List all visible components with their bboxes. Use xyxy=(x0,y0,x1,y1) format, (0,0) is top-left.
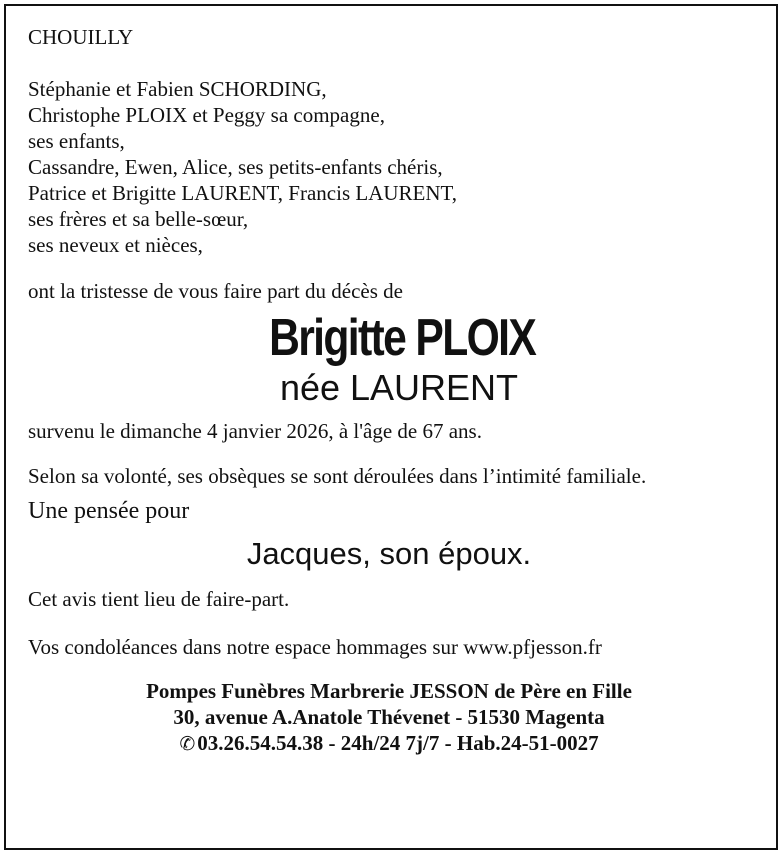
company-name: Pompes Funèbres Marbrerie JESSON de Père en Fille xyxy=(146,679,632,703)
condolences-line: Vos condoléances dans notre espace hommages sur www.pfjesson.fr xyxy=(28,635,602,659)
deceased-name: Brigitte PLOIX xyxy=(269,309,536,367)
family-line: ses neveux et nièces, xyxy=(28,233,203,257)
family-line: Patrice et Brigitte LAURENT, Francis LAURENT, xyxy=(28,181,458,205)
death-date-line: survenu le dimanche 4 janvier 2026, à l'âge de 67 ans. xyxy=(28,419,482,443)
family-line: Cassandre, Ewen, Alice, ses petits-enfants chéris, xyxy=(28,155,443,179)
phone-icon: ✆ xyxy=(179,733,196,755)
thought-line: Une pensée pour xyxy=(28,498,190,524)
company-contact xyxy=(28,730,750,757)
family-line: Stéphanie et Fabien SCHORDING, xyxy=(28,77,327,101)
spouse-name: Jacques, son époux. xyxy=(246,536,532,571)
announcement-intro: ont la tristesse de vous faire part du décès de xyxy=(28,279,403,303)
funeral-wish: Selon sa volonté, ses obsèques se sont déroulées dans l’intimité familiale. xyxy=(28,464,647,488)
family-line: ses frères et sa belle-sœur, xyxy=(28,207,249,231)
company-address: 30, avenue A.Anatole Thévenet - 51530 Magenta xyxy=(173,705,605,729)
maiden-name: née LAURENT xyxy=(279,367,519,408)
obituary-notice xyxy=(28,24,750,757)
notice-statement: Cet avis tient lieu de faire-part. xyxy=(28,587,290,611)
contact-text: 03.26.54.54.38 - 24h/24 7j/7 - Hab.24-51-0027 xyxy=(197,731,599,755)
family-line: Christophe PLOIX et Peggy sa compagne, xyxy=(28,103,385,127)
family-list xyxy=(28,76,750,258)
family-line: ses enfants, xyxy=(28,129,125,153)
town-name: CHOUILLY xyxy=(28,25,134,49)
funeral-home-footer xyxy=(28,678,750,757)
